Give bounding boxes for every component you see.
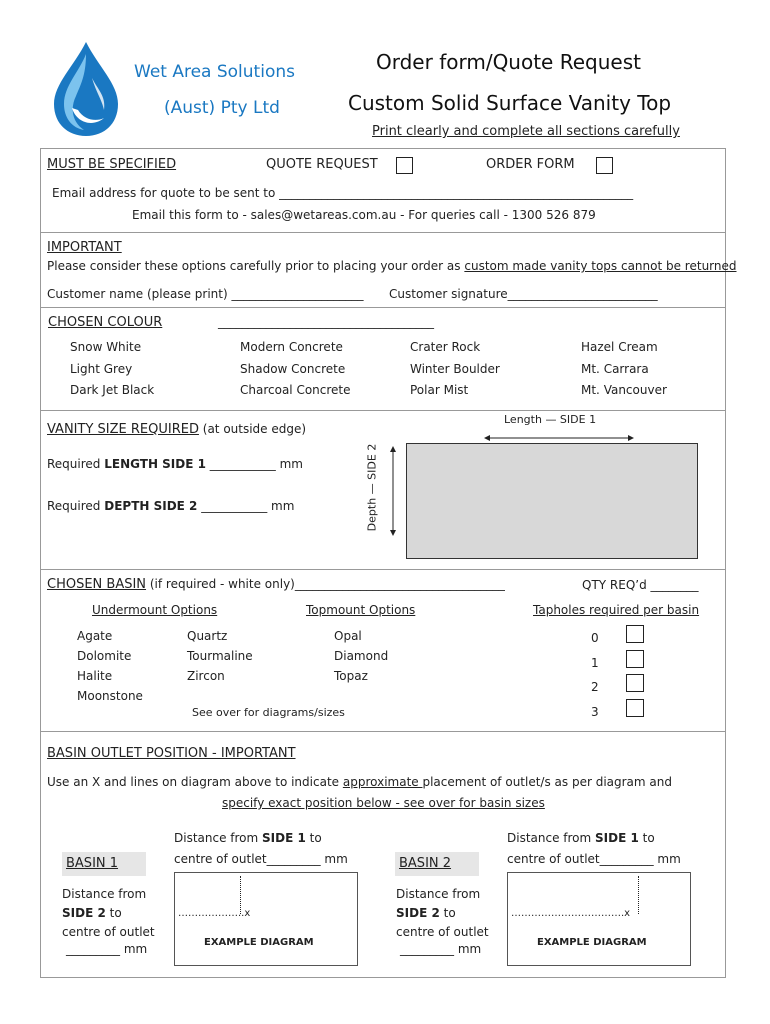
instruction: Print clearly and complete all sections carefully — [372, 124, 680, 139]
depth-field[interactable] — [47, 499, 294, 513]
basin-option: Topaz — [334, 669, 368, 683]
basin1-dots: ………………..x — [178, 908, 251, 919]
divider — [40, 232, 726, 233]
taphole-checkbox[interactable] — [626, 650, 644, 668]
quote-request-checkbox[interactable] — [396, 157, 413, 174]
taphole-checkbox[interactable] — [626, 674, 644, 692]
colour-option: Light Grey — [70, 361, 133, 376]
taphole-labels — [591, 626, 599, 724]
order-form-checkbox[interactable] — [596, 157, 613, 174]
basin-heading — [47, 577, 505, 592]
basin-option: Opal — [334, 629, 362, 643]
email-info: Email this form to - sales@wetareas.com.au - For queries call - 1300 526 879 — [132, 208, 596, 222]
colour-input-line[interactable]: ____________________________________ — [218, 315, 434, 329]
centre-text: centre of outlet — [396, 925, 489, 939]
outlet-heading: BASIN OUTLET POSITION - IMPORTANT — [47, 746, 296, 761]
taphole-label: 0 — [591, 631, 599, 645]
dist-text: Distance from — [396, 887, 481, 901]
colour-option: Winter Boulder — [410, 361, 500, 376]
basin1-example-diagram — [174, 872, 358, 966]
basin2-dist-side2 — [396, 885, 489, 942]
basin2-centre-field[interactable]: centre of outlet_________ mm — [507, 852, 681, 866]
side2-label: SIDE 2 — [62, 906, 106, 920]
vanity-size-title: VANITY SIZE REQUIRED — [47, 422, 199, 437]
vanity-size-heading — [47, 422, 306, 437]
basin-option: Halite — [77, 669, 113, 683]
page-title: Order form/Quote Request — [376, 50, 641, 74]
basin-option: Dolomite — [77, 649, 132, 663]
colour-option: Shadow Concrete — [240, 361, 346, 376]
outlet-text-post: placement of outlet/s as per diagram and — [422, 775, 672, 789]
see-over: See over for diagrams/sizes — [192, 706, 345, 719]
dist-text: Distance from — [174, 831, 263, 845]
colour-option: Hazel Cream — [581, 340, 658, 354]
dist-text: Distance from — [62, 887, 147, 901]
email-address-field[interactable]: Email address for quote to be sent to ___________________________________________________________ — [52, 186, 634, 200]
basin2-example-diagram — [507, 872, 691, 966]
depth-input-line[interactable]: ___________ — [197, 499, 272, 513]
divider — [40, 410, 726, 411]
side1-label: SIDE 1 — [262, 831, 306, 845]
to-text: to — [105, 906, 122, 920]
customer-name-field[interactable]: Customer name (please print) ______________________ — [47, 287, 364, 301]
logo — [46, 38, 126, 138]
order-form-label: ORDER FORM — [486, 157, 575, 172]
company-line-2: (Aust) Pty Ltd — [164, 98, 280, 118]
divider — [40, 307, 726, 308]
basin-option: Tourmaline — [187, 649, 253, 663]
basin-option: Diamond — [334, 649, 389, 663]
colour-option: Charcoal Concrete — [240, 383, 351, 397]
length-prefix: Required — [47, 457, 105, 471]
important-heading: IMPORTANT — [47, 240, 122, 255]
taphole-checkbox[interactable] — [626, 699, 644, 717]
basin-option: Moonstone — [77, 689, 143, 703]
undermount-col-2 — [187, 626, 253, 686]
basin-option: Agate — [77, 629, 113, 643]
basin1-dist-side1 — [174, 831, 322, 845]
customer-signature-field[interactable]: Customer signature_________________________ — [389, 287, 658, 301]
length-unit: mm — [279, 457, 303, 471]
basin2-diagram-label: EXAMPLE DIAGRAM — [537, 937, 647, 948]
outlet-text-link: approximate — [342, 775, 423, 789]
outlet-text-2: specify exact position below - see over for basin sizes — [222, 796, 545, 810]
colour-option: Mt. Carrara — [581, 361, 649, 376]
taphole-checkbox[interactable] — [626, 625, 644, 643]
taphole-label: 3 — [591, 704, 599, 719]
important-text-pre: Please consider these options carefully prior to placing your order as — [47, 259, 465, 273]
divider — [40, 569, 726, 570]
quote-request-label: QUOTE REQUEST — [266, 157, 378, 172]
colour-option: Snow White — [70, 340, 142, 354]
side2-label: SIDE 2 — [396, 906, 440, 920]
basin2-dist-side1 — [507, 831, 655, 845]
important-text-link: custom made vanity tops cannot be returned — [464, 259, 737, 273]
colour-col-4 — [581, 337, 667, 402]
depth-arrow — [388, 446, 398, 536]
colour-option: Polar Mist — [410, 383, 469, 397]
depth-label: DEPTH SIDE 2 — [104, 499, 198, 513]
basin2-mm-field[interactable]: _________ mm — [400, 942, 482, 956]
side1-label: SIDE 1 — [595, 831, 639, 845]
qty-field[interactable]: QTY REQ’d ________ — [582, 578, 699, 592]
colour-heading: CHOSEN COLOUR — [48, 315, 163, 330]
taphole-label: 2 — [591, 680, 599, 694]
basin-title: CHOSEN BASIN — [47, 577, 147, 592]
basin-option: Quartz — [187, 629, 228, 643]
to-text: to — [439, 906, 456, 920]
length-field[interactable] — [47, 457, 303, 471]
colour-col-2 — [240, 337, 351, 402]
basin-input-line[interactable]: ___________________________________ — [294, 577, 505, 591]
colour-option: Mt. Vancouver — [581, 383, 667, 397]
length-arrow — [484, 428, 634, 438]
colour-option: Modern Concrete — [240, 340, 343, 354]
divider — [40, 731, 726, 732]
topmount-col — [334, 626, 388, 686]
to-text: to — [638, 831, 655, 845]
taphole-label: 1 — [591, 655, 599, 670]
basin1-centre-field[interactable]: centre of outlet_________ mm — [174, 852, 348, 866]
to-text: to — [305, 831, 322, 845]
vanity-size-note: (at outside edge) — [198, 422, 307, 436]
centre-text: centre of outlet — [62, 925, 155, 939]
dist-text: Distance from — [507, 831, 596, 845]
must-specified: MUST BE SPECIFIED — [47, 157, 177, 172]
length-side-1-label: Length — SIDE 1 — [504, 413, 597, 426]
colour-option: Crater Rock — [410, 340, 481, 354]
topmount-heading: Topmount Options — [306, 603, 416, 617]
page-subtitle: Custom Solid Surface Vanity Top — [348, 91, 672, 115]
basin2-label: BASIN 2 — [395, 852, 479, 876]
undermount-col-1 — [77, 626, 143, 706]
colour-col-3 — [410, 337, 500, 402]
important-text — [47, 259, 737, 273]
colour-col-1 — [70, 337, 154, 402]
basin1-diagram-label: EXAMPLE DIAGRAM — [204, 937, 314, 948]
length-input-line[interactable]: ___________ — [205, 457, 280, 471]
tapholes-heading: Tapholes required per basin — [533, 603, 700, 617]
basin1-label: BASIN 1 — [62, 852, 146, 876]
colour-option: Dark Jet Black — [70, 383, 155, 397]
vanity-top-diagram[interactable] — [406, 443, 698, 559]
basin1-dist-side2 — [62, 885, 155, 942]
company-line-1: Wet Area Solutions — [134, 62, 295, 82]
depth-prefix: Required — [47, 499, 105, 513]
basin1-mm-field[interactable]: _________ mm — [66, 942, 148, 956]
company-name — [134, 62, 295, 82]
outlet-text-1 — [47, 775, 672, 789]
depth-unit: mm — [271, 499, 295, 513]
outlet-text-pre: Use an X and lines on diagram above to indicate — [47, 775, 343, 789]
length-label: LENGTH SIDE 1 — [104, 457, 206, 471]
basin2-dots: …………………………….x — [511, 908, 631, 919]
depth-side-2-label: Depth — SIDE 2 — [365, 443, 379, 532]
undermount-heading: Undermount Options — [92, 603, 218, 617]
basin-option: Zircon — [187, 669, 225, 683]
basin-note: (if required - white only) — [146, 577, 295, 591]
basin2-dotted-line — [638, 876, 639, 914]
